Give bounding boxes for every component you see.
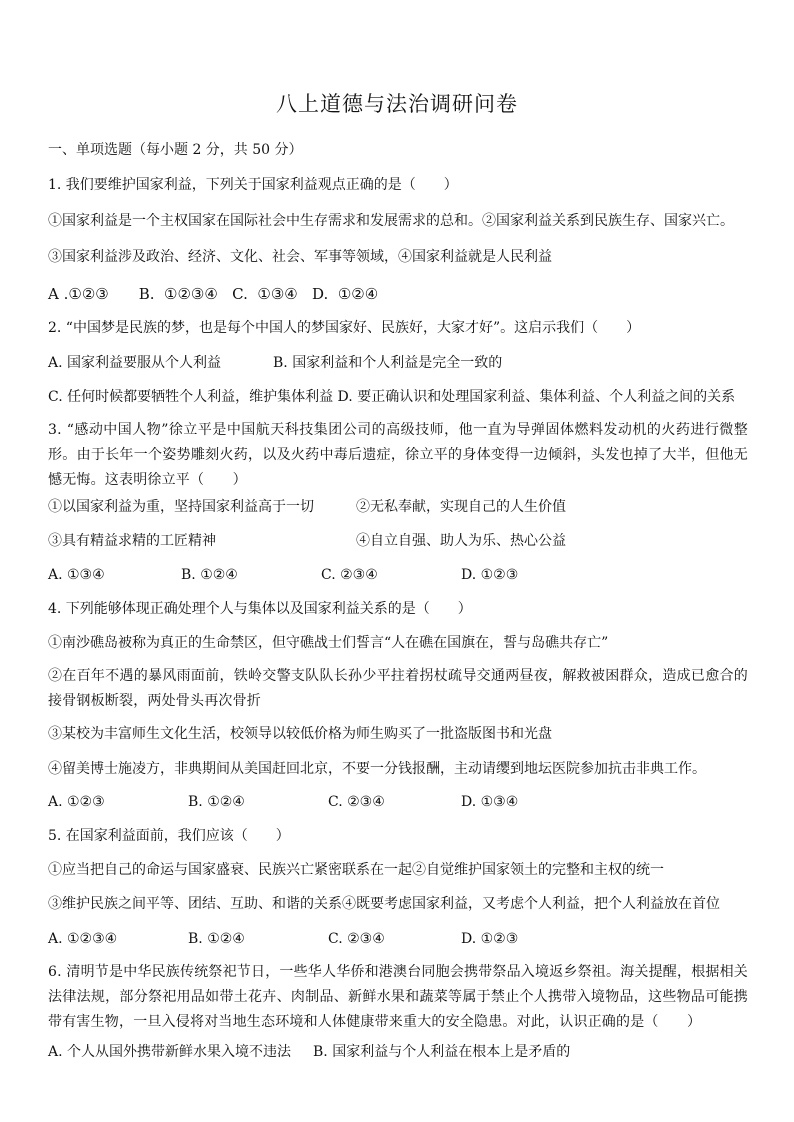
option-c: C. ②③④: [328, 931, 385, 947]
question-3-stem: 3. “感动中国人物”徐立平是中国航天科技集团公司的高级技师，他一直为导弹固体燃料发动机的火药进行微整形。由于长年一个姿势雕刻火药，以及火药中毒后遗症，徐立平的身体变得一边倾斜，头发也掉了大半，但他无憾无悔。这表明徐立平（ ）: [48, 422, 748, 488]
option-b: B. 国家利益和个人利益是完全一致的: [273, 355, 503, 371]
question-4-statement-2: ②在百年不遇的暴风雨面前，铁岭交警支队队长孙少平拄着拐杖疏导交通两昼夜，解救被困群众，造成已愈合的接骨钢板断裂，两处骨头再次骨折: [48, 668, 748, 709]
question-2-options-cd: C. 任何时候都要牺牲个人利益，维护集体利益 D. 要正确认识和处理国家利益、集体利益、个人利益之间的关系: [48, 389, 736, 405]
question-1-statement-2: ③国家利益涉及政治、经济、文化、社会、军事等领域，④国家利益就是人民利益: [48, 249, 552, 265]
question-5-statement-2: ③维护民族之间平等、团结、互助、和谐的关系④既要考虑国家利益，又考虑个人利益，把个人利益放在首位: [48, 896, 720, 912]
option-d: D. ①②③: [461, 931, 519, 947]
statement-2: ②无私奉献，实现自己的人生价值: [356, 499, 566, 515]
question-1-statement-1: ①国家利益是一个主权国家在国际社会中生存需求和发展需求的总和。②国家利益关系到民族生存、国家兴亡。: [48, 213, 734, 229]
statement-3: ③具有精益求精的工匠精神: [48, 533, 216, 549]
option-c: C. ②③④: [321, 567, 378, 583]
question-5-stem: 5. 在国家利益面前，我们应该（ ）: [48, 828, 290, 844]
question-5-statement-1: ①应当把自己的命运与国家盛衰、民族兴亡紧密联系在一起②自觉维护国家领土的完整和主权的统一: [48, 862, 664, 878]
question-1-stem: 1. 我们要维护国家利益，下列关于国家利益观点正确的是（ ）: [48, 177, 458, 193]
question-4-statement-1: ①南沙礁岛被称为真正的生命禁区，但守礁战士们誓言“人在礁在国旗在，誓与岛礁共存亡”: [48, 635, 609, 651]
option-b: B. ①②④: [188, 931, 245, 947]
question-1-options: A .①②③ B. ①②③④ C. ①③④ D. ①②④: [48, 285, 379, 303]
question-4-statement-3: ③某校为丰富师生文化生活，校领导以较低价格为师生购买了一批盗版图书和光盘: [48, 726, 552, 742]
statement-4: ④自立自强、助人为乐、热心公益: [356, 533, 566, 549]
section-heading: 一、单项选题（每小题 2 分，共 50 分）: [48, 142, 303, 158]
option-b: B. ①②④: [181, 567, 238, 583]
option-a: A. ①②③: [48, 794, 105, 810]
question-4-stem: 4. 下列能够体现正确处理个人与集体以及国家利益关系的是（ ）: [48, 601, 472, 617]
question-4-statement-4: ④留美博士施凌方，非典期间从美国赶回北京，不要一分钱报酬，主动请缨到地坛医院参加抗击非典工作。: [48, 761, 706, 777]
question-2-stem: 2. “中国梦是民族的梦，也是每个中国人的梦国家好、民族好，大家才好”。这启示我们（ ）: [48, 320, 641, 336]
option-d: D. ①②③: [461, 567, 519, 583]
option-a: A. ①③④: [48, 567, 105, 583]
option-a: A. 国家利益要服从个人利益: [48, 355, 222, 371]
option-b: B. 国家利益与个人利益在根本上是矛盾的: [313, 1044, 571, 1060]
question-6-stem: 6. 清明节是中华民族传统祭祀节日，一些华人华侨和港澳台同胞会携带祭品入境返乡祭祖。海关提醒，根据相关法律法规，部分祭祀用品如带土花卉、肉制品、新鲜水果和蔬菜等属于禁止个人携带入境物品，这些物品可能携带有害生物，一旦入侵将对当地生态环境和人体健康带来重大的安全隐患。对此，认识正确的是（ ）: [48, 964, 749, 1030]
option-c: C. ②③④: [328, 794, 385, 810]
option-b: B. ①②④: [188, 794, 245, 810]
option-d: D. ①③④: [461, 794, 519, 810]
option-a: A. 个人从国外携带新鲜水果入境不违法: [48, 1044, 292, 1060]
page-title: 八上道德与法治调研问卷: [276, 92, 518, 116]
option-a: A. ①②③④: [48, 931, 118, 947]
statement-1: ①以国家利益为重，坚持国家利益高于一切: [48, 499, 314, 515]
